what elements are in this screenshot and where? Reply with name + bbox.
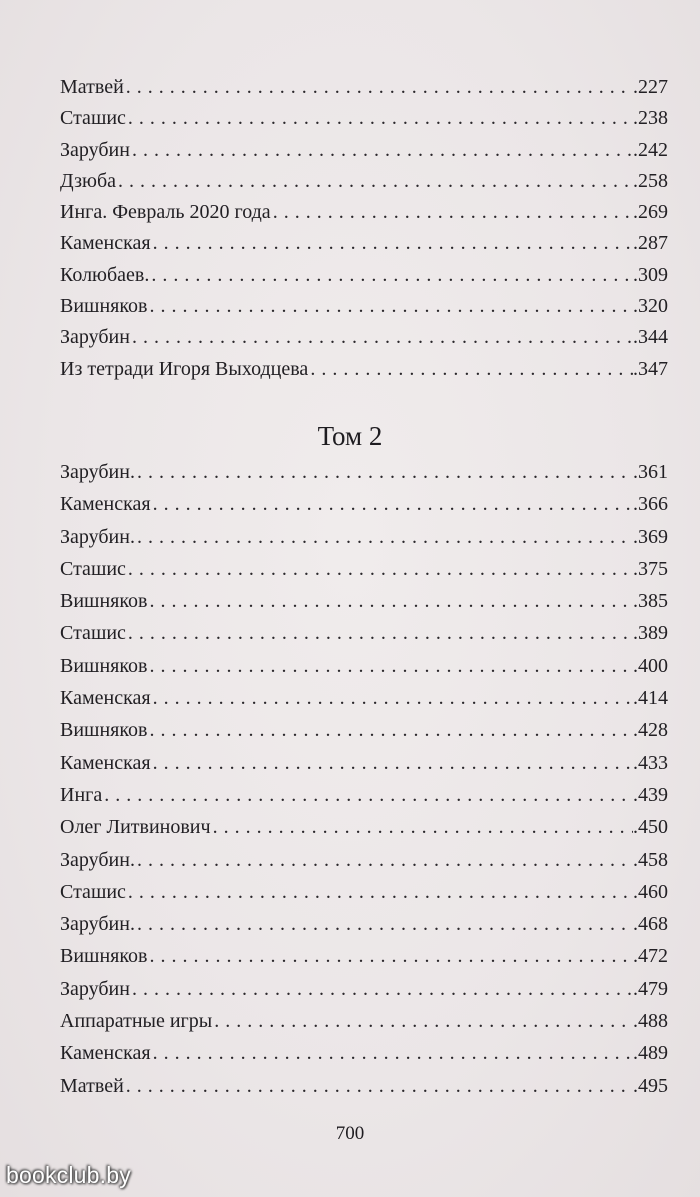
entry-title: Дзюба — [60, 169, 117, 192]
entry-page-number: .468 — [633, 913, 668, 936]
entry-title: Зарубин. — [60, 913, 135, 936]
entry-page-number: .227 — [633, 76, 668, 98]
entry-page-number: .460 — [633, 880, 668, 903]
dot-leader — [150, 585, 634, 617]
dot-leader — [104, 779, 633, 811]
toc-entry — [60, 940, 668, 972]
dot-leader — [128, 553, 633, 585]
entry-title: Инга. Февраль 2020 года — [60, 201, 271, 224]
entry-title: Вишняков — [60, 945, 148, 968]
toc-entry — [60, 456, 668, 488]
entry-title: Сташис — [60, 622, 126, 645]
entry-title: Зарубин — [60, 326, 130, 349]
entry-page-number: .369 — [633, 525, 668, 548]
entry-title: Зарубин. — [60, 848, 135, 871]
toc-entry — [60, 291, 668, 322]
entry-title: Зарубин — [60, 138, 130, 161]
watermark: bookclub.by — [6, 1162, 131, 1188]
entry-page-number: .479 — [633, 977, 668, 1000]
entry-page-number: .489 — [633, 1042, 668, 1065]
toc-entry — [60, 354, 668, 385]
toc-entry — [60, 617, 668, 649]
dot-leader — [132, 973, 633, 1005]
entry-title: Сташис — [60, 107, 126, 130]
toc-entry — [60, 72, 668, 103]
toc-entry — [60, 1037, 668, 1069]
dot-leader — [310, 354, 633, 385]
toc-volume-2-list — [60, 456, 668, 1102]
toc-entry — [60, 779, 668, 811]
toc-entry — [60, 166, 668, 197]
entry-page-number: .361 — [633, 461, 668, 483]
dot-leader — [126, 1070, 633, 1102]
entry-title: Каменская — [60, 687, 151, 710]
dot-leader — [153, 1037, 633, 1069]
entry-page-number: .385 — [633, 590, 668, 613]
toc-entry — [60, 811, 668, 843]
toc-volume-1-list — [60, 72, 668, 385]
entry-page-number: .344 — [633, 326, 668, 349]
entry-page-number: .238 — [633, 107, 668, 130]
dot-leader — [137, 908, 633, 940]
entry-page-number: .389 — [633, 622, 668, 645]
entry-title: Олег Литвинович — [60, 816, 211, 839]
toc-entry — [60, 876, 668, 908]
entry-page-number: .269 — [633, 201, 668, 224]
dot-leader — [128, 103, 633, 134]
toc-entry — [60, 650, 668, 682]
entry-page-number: .258 — [633, 169, 668, 192]
entry-title: Инга — [60, 783, 103, 806]
toc-entry — [60, 747, 668, 779]
entry-page-number: .287 — [633, 232, 668, 255]
dot-leader — [128, 876, 633, 908]
entry-page-number: .320 — [633, 295, 668, 318]
dot-leader — [151, 260, 633, 291]
entry-title: Матвей — [60, 76, 124, 98]
dot-leader — [153, 488, 633, 520]
dot-leader — [150, 940, 634, 972]
toc-entry — [60, 103, 668, 134]
entry-title: Вишняков — [60, 295, 148, 318]
toc-entry — [60, 135, 668, 166]
entry-title: Вишняков — [60, 590, 148, 613]
entry-title: Зарубин. — [60, 461, 135, 483]
dot-leader — [153, 747, 633, 779]
entry-page-number: .458 — [633, 848, 668, 871]
toc-entry — [60, 682, 668, 714]
dot-leader — [126, 72, 633, 103]
dot-leader — [150, 291, 634, 322]
entry-page-number: .433 — [633, 751, 668, 774]
toc-entry — [60, 553, 668, 585]
dot-leader — [153, 682, 633, 714]
entry-title: Аппаратные игры — [60, 1010, 213, 1033]
entry-page-number: .450 — [633, 816, 668, 839]
toc-entry — [60, 1005, 668, 1037]
toc-entry — [60, 908, 668, 940]
entry-page-number: .414 — [633, 687, 668, 710]
dot-leader — [137, 456, 633, 488]
dot-leader — [132, 322, 633, 353]
dot-leader — [150, 650, 634, 682]
entry-title: Каменская — [60, 232, 151, 255]
toc-entry — [60, 197, 668, 228]
dot-leader — [213, 811, 633, 843]
page-number: 700 — [335, 1123, 365, 1144]
entry-page-number: .400 — [633, 654, 668, 677]
entry-page-number: .366 — [633, 493, 668, 516]
dot-leader — [137, 844, 633, 876]
entry-title: Каменская — [60, 493, 151, 516]
entry-page-number: .495 — [633, 1074, 668, 1097]
entry-title: Из тетради Игоря Выходцева — [60, 357, 309, 380]
entry-title: Вишняков — [60, 654, 148, 677]
toc-entry — [60, 521, 668, 553]
entry-title: Каменская — [60, 1042, 151, 1065]
toc-entry — [60, 488, 668, 520]
entry-page-number: .428 — [633, 719, 668, 742]
dot-leader — [128, 617, 633, 649]
entry-title: Зарубин — [60, 977, 130, 1000]
volume-2-heading: Том 2 — [317, 421, 383, 451]
dot-leader — [150, 714, 634, 746]
entry-title: Зарубин. — [60, 525, 135, 548]
toc-entry — [60, 322, 668, 353]
entry-page-number: .488 — [633, 1010, 668, 1033]
dot-leader — [214, 1005, 633, 1037]
entry-page-number: .472 — [633, 945, 668, 968]
toc-entry — [60, 1070, 668, 1102]
entry-page-number: .309 — [633, 263, 668, 286]
toc-entry — [60, 844, 668, 876]
dot-leader — [118, 166, 633, 197]
entry-title: Каменская — [60, 751, 151, 774]
toc-entry — [60, 260, 668, 291]
entry-page-number: .439 — [633, 783, 668, 806]
toc-entry — [60, 973, 668, 1005]
toc-entry — [60, 714, 668, 746]
entry-title: Сташис — [60, 880, 126, 903]
entry-title: Сташис — [60, 557, 126, 580]
dot-leader — [137, 521, 633, 553]
entry-page-number: .242 — [633, 138, 668, 161]
entry-title: Матвей — [60, 1074, 124, 1097]
toc-entry — [60, 585, 668, 617]
dot-leader — [153, 228, 633, 259]
dot-leader — [273, 197, 633, 228]
toc-entry — [60, 228, 668, 259]
entry-page-number: .347 — [633, 357, 668, 380]
dot-leader — [132, 135, 633, 166]
entry-title: Вишняков — [60, 719, 148, 742]
entry-title: Колюбаев. — [60, 263, 150, 286]
entry-page-number: .375 — [633, 557, 668, 580]
